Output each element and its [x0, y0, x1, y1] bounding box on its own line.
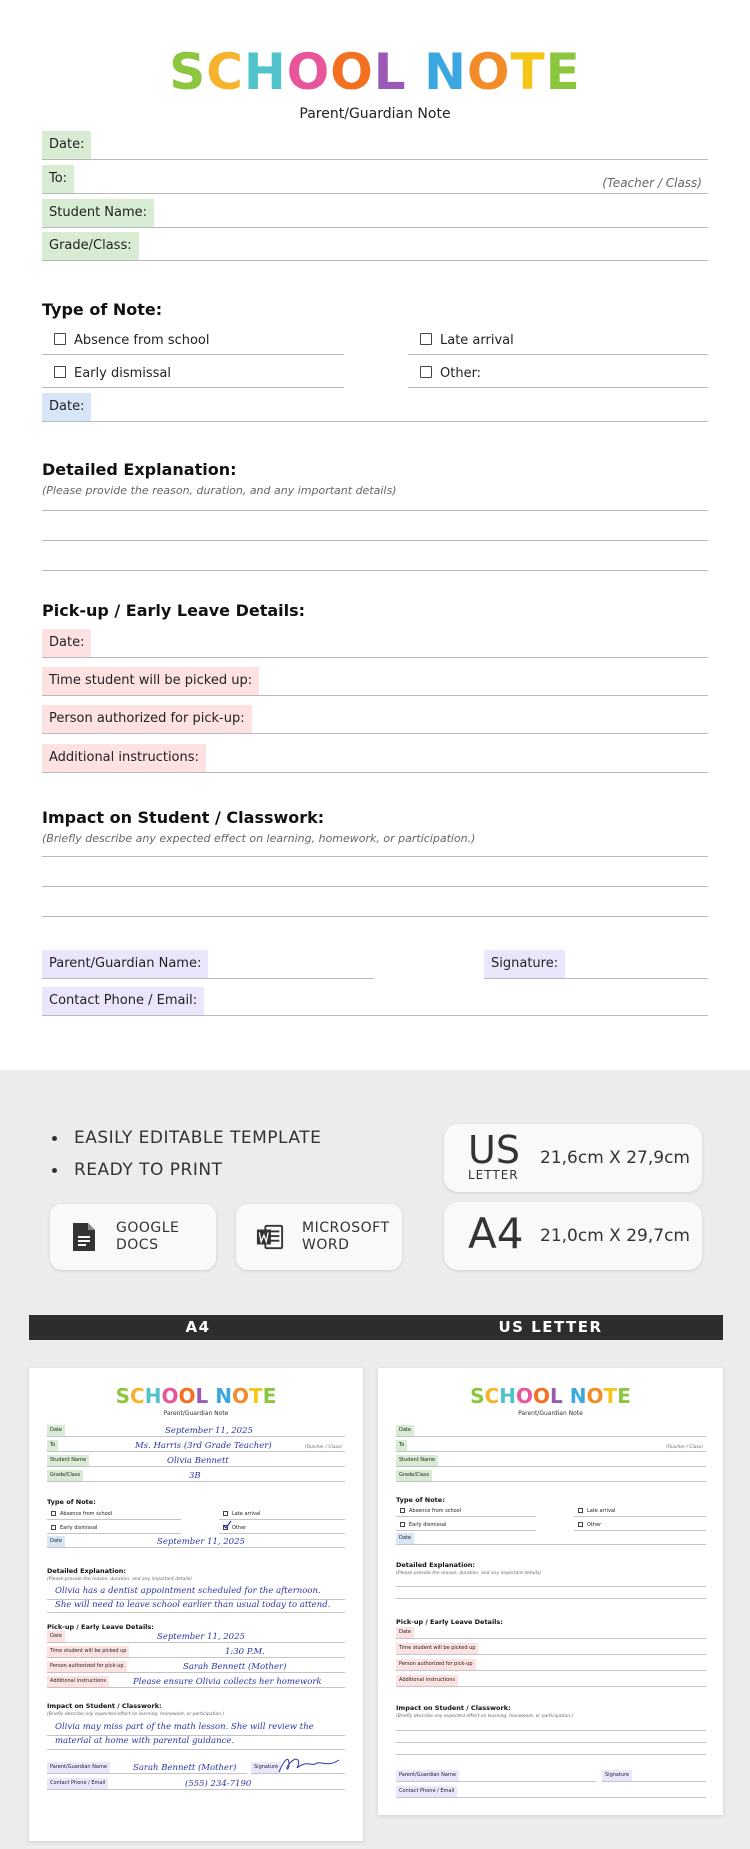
checkbox-early[interactable] — [54, 366, 66, 378]
mini-student-row — [47, 1456, 345, 1467]
filled-grade: 3B — [189, 1471, 201, 1481]
logo-letter: C — [206, 43, 244, 101]
contact-label: Contact Phone / Email: — [42, 987, 204, 1015]
mini-contact-row — [396, 1787, 706, 1798]
size-us-big: US — [468, 1128, 520, 1172]
filled-contact: (555) 234-7190 — [185, 1779, 252, 1789]
impact-line[interactable] — [42, 886, 708, 887]
mini-impact-hint: (Briefly describe any expected effect on learning, homework, or participation.) — [396, 1714, 574, 1719]
mini-pickup-time-row — [396, 1644, 706, 1655]
filled-parent: Sarah Bennett (Mother) — [133, 1763, 237, 1773]
logo-letter: O — [161, 1384, 179, 1408]
microsoft-word-card[interactable] — [236, 1204, 402, 1270]
mini-explanation-hint: (Please provide the reason, duration, and any important details) — [396, 1571, 542, 1576]
mini-explanation-hint: (Please provide the reason, duration, and any important details) — [47, 1577, 193, 1582]
mini-pickup-time-row — [47, 1647, 345, 1658]
mini-type-heading: Type of Note: — [396, 1496, 445, 1504]
mini-signature-label: Signature — [251, 1762, 281, 1773]
pickup-person-label: Person authorized for pick-up: — [42, 705, 252, 733]
mini-pickup-time-label: Time student will be picked up — [47, 1646, 129, 1657]
type-of-note-heading: Type of Note: — [42, 300, 163, 319]
mini-line — [396, 1598, 706, 1599]
mini-contact-row — [47, 1779, 345, 1790]
us-letter-blank-preview — [378, 1368, 723, 1815]
option-absence[interactable] — [42, 327, 344, 355]
form-subtitle: Parent/Guardian Note — [299, 106, 451, 122]
mini-pickup-time-label: Time student will be picked up — [396, 1643, 478, 1654]
mini-option-early — [47, 1523, 181, 1534]
mini-type-date-row — [396, 1534, 706, 1545]
mini-option-absence — [396, 1506, 536, 1517]
format-bar — [29, 1315, 723, 1340]
mini-to-label: To — [47, 1440, 58, 1451]
mini-option-late — [219, 1509, 345, 1520]
logo-letter: O — [533, 1384, 551, 1408]
google-docs-card[interactable] — [50, 1204, 216, 1270]
filled-explanation: She will need to leave school earlier than usual today to attend. — [55, 1600, 331, 1610]
mini-explanation-heading: Detailed Explanation: — [47, 1567, 127, 1575]
mini-option-other — [574, 1520, 706, 1531]
filled-instructions: Please ensure Olivia collects her homework — [133, 1677, 322, 1687]
logo-letter: L — [195, 1384, 209, 1408]
mini-parent-row — [396, 1771, 596, 1782]
size-card-a4 — [444, 1202, 702, 1270]
pickup-instructions-label: Additional instructions: — [42, 744, 206, 772]
mini-early-label: Early dismissal — [409, 1522, 447, 1528]
pickup-person-row[interactable] — [42, 706, 708, 734]
mini-to-row — [396, 1441, 706, 1452]
type-date-row[interactable] — [42, 394, 708, 422]
mini-student-label: Student Name — [396, 1455, 438, 1466]
google-docs-icon — [70, 1222, 98, 1252]
mini-type-date-row — [47, 1537, 345, 1548]
pickup-time-row[interactable] — [42, 668, 708, 696]
format-bar-us-letter: US LETTER — [498, 1318, 603, 1336]
mini-pickup-person-label: Person authorized for pick-up — [396, 1659, 476, 1670]
logo-letter: O — [232, 1384, 250, 1408]
mini-line — [396, 1586, 706, 1587]
mini-parent-label: Parent/Guardian Name — [396, 1770, 459, 1781]
filled-impact: material at home with parental guidance. — [55, 1736, 235, 1746]
mini-pickup-person-label: Person authorized for pick-up — [47, 1661, 127, 1672]
checkmark-icon — [222, 1520, 232, 1530]
logo-letter: N — [569, 1384, 587, 1408]
feature-list — [50, 1122, 321, 1186]
mini-date-label: Date — [47, 1425, 65, 1436]
mini-type-heading: Type of Note: — [47, 1498, 96, 1506]
size-a4-dims: 21,0cm X 29,7cm — [540, 1226, 690, 1246]
microsoft-word-icon — [256, 1222, 284, 1252]
mini-grade-row — [396, 1471, 706, 1482]
mini-absence-label: Absence from school — [60, 1511, 113, 1517]
logo-letter: E — [545, 43, 581, 101]
mini-grade-row — [47, 1471, 345, 1482]
mini-logo — [378, 1384, 723, 1408]
mini-type-date-label: Date — [47, 1536, 65, 1547]
logo-letter: O — [586, 1384, 604, 1408]
mini-grade-label: Grade/Class — [47, 1470, 83, 1481]
late-label: Late arrival — [440, 333, 514, 348]
mini-option-late — [574, 1506, 706, 1517]
signature-row[interactable] — [484, 951, 708, 979]
a4-filled-preview — [29, 1368, 363, 1841]
mini-to-hint: (Teacher / Class) — [665, 1445, 703, 1450]
feature-item: EASILY EDITABLE TEMPLATE — [50, 1122, 321, 1154]
pickup-date-label: Date: — [42, 629, 91, 657]
to-hint: (Teacher / Class) — [602, 176, 702, 190]
to-label: To: — [42, 165, 74, 193]
filled-student: Olivia Bennett — [167, 1456, 229, 1466]
feature-item: READY TO PRINT — [50, 1154, 321, 1186]
mini-early-label: Early dismissal — [60, 1525, 98, 1531]
google-docs-label: GOOGLE DOCS — [116, 1220, 180, 1253]
filled-pickup-date: September 11, 2025 — [157, 1632, 245, 1642]
pickup-instructions-row[interactable] — [42, 745, 708, 773]
filled-impact: Olivia may miss part of the math lesson. She will review the — [55, 1722, 314, 1732]
mini-other-label: Other — [232, 1525, 247, 1531]
logo-letter: O — [330, 43, 374, 101]
impact-line[interactable] — [42, 856, 708, 857]
date-label: Date: — [42, 131, 91, 159]
pickup-date-row[interactable] — [42, 630, 708, 658]
mini-to-hint: (Teacher / Class) — [304, 1445, 342, 1450]
mini-absence-label: Absence from school — [409, 1508, 462, 1514]
logo-letter: T — [510, 43, 546, 101]
checkbox-other[interactable] — [420, 366, 432, 378]
mini-other-label: Other — [587, 1522, 602, 1528]
impact-hint: (Briefly describe any expected effect on learning, homework, or participation.) — [42, 832, 476, 845]
signature-label: Signature: — [484, 950, 565, 978]
mini-pickup-date-label: Date — [47, 1631, 65, 1642]
mini-impact-hint: (Briefly describe any expected effect on learning, homework, or participation.) — [47, 1712, 225, 1717]
logo-letter: S — [470, 1384, 485, 1408]
mini-contact-label: Contact Phone / Email — [47, 1778, 108, 1789]
filled-pickup-person: Sarah Bennett (Mother) — [183, 1662, 287, 1672]
mini-instructions-label: Additional instructions — [47, 1676, 109, 1687]
mini-subtitle: Parent/Guardian Note — [518, 1410, 583, 1417]
size-a4-big: A4 — [468, 1209, 524, 1258]
mini-instructions-label: Additional instructions — [396, 1675, 458, 1686]
logo-letter: E — [617, 1384, 631, 1408]
mini-signature-label: Signature — [602, 1770, 632, 1781]
mini-signature-row — [251, 1763, 345, 1774]
checkbox-absence[interactable] — [54, 333, 66, 345]
mini-grade-label: Grade/Class — [396, 1470, 432, 1481]
logo-letter: E — [262, 1384, 277, 1408]
mini-pickup-date-row — [396, 1628, 706, 1639]
promo-section — [0, 1070, 750, 1849]
mini-instructions-row — [396, 1676, 706, 1687]
logo-letter: T — [249, 1384, 263, 1408]
pickup-time-label: Time student will be picked up: — [42, 667, 259, 695]
mini-student-row — [396, 1456, 706, 1467]
form-logo — [0, 44, 750, 100]
mini-line — [396, 1730, 706, 1731]
explanation-line[interactable] — [42, 540, 708, 541]
filled-to: Ms. Harris (3rd Grade Teacher) — [135, 1441, 272, 1451]
filled-explanation: Olivia has a dentist appointment scheduled for the afternoon. — [55, 1586, 321, 1596]
mini-date-label: Date — [396, 1425, 414, 1436]
contact-row[interactable] — [42, 988, 708, 1016]
filled-type-date: September 11, 2025 — [157, 1537, 245, 1547]
logo-letter: H — [144, 1384, 162, 1408]
logo-letter: O — [515, 1384, 533, 1408]
grade-row[interactable] — [42, 233, 708, 261]
logo-letter: L — [373, 43, 407, 101]
logo-letter: T — [603, 1384, 618, 1408]
logo-letter: O — [467, 43, 511, 101]
mini-pickup-date-row — [47, 1632, 345, 1643]
mini-line — [47, 1749, 345, 1750]
mini-parent-label: Parent/Guardian Name — [47, 1762, 110, 1773]
mini-signature-row — [602, 1771, 706, 1782]
mini-to-label: To — [396, 1440, 407, 1451]
type-date-label: Date: — [42, 393, 91, 421]
logo-letter: C — [130, 1384, 145, 1408]
explanation-line[interactable] — [42, 570, 708, 571]
mini-impact-heading: Impact on Student / Classwork: — [396, 1704, 511, 1712]
mini-instructions-row — [47, 1677, 345, 1688]
explanation-hint: (Please provide the reason, duration, and any important details) — [42, 484, 397, 497]
mini-line — [396, 1742, 706, 1743]
mini-contact-label: Contact Phone / Email — [396, 1786, 457, 1797]
parent-name-label: Parent/Guardian Name: — [42, 950, 208, 978]
size-us-small: LETTER — [468, 1168, 519, 1182]
mini-late-label: Late arrival — [232, 1511, 261, 1517]
impact-line[interactable] — [42, 916, 708, 917]
mini-parent-row — [47, 1763, 247, 1774]
mini-type-date-label: Date — [396, 1533, 414, 1544]
logo-letter: O — [286, 43, 331, 101]
mini-explanation-heading: Detailed Explanation: — [396, 1561, 476, 1569]
option-other[interactable] — [408, 360, 708, 388]
filled-pickup-time: 1:30 P.M. — [225, 1647, 265, 1657]
mini-pickup-date-label: Date — [396, 1627, 414, 1638]
size-us-dims: 21,6cm X 27,9cm — [540, 1148, 690, 1168]
mini-option-absence — [47, 1509, 181, 1520]
mini-pickup-heading: Pick-up / Early Leave Details: — [47, 1623, 154, 1631]
mini-late-label: Late arrival — [587, 1508, 616, 1514]
logo-letter: H — [499, 1384, 516, 1408]
to-row[interactable] — [42, 166, 708, 194]
logo-letter: N — [424, 43, 468, 101]
parent-name-row[interactable] — [42, 951, 342, 979]
logo-letter: S — [169, 43, 207, 101]
date-row[interactable] — [42, 132, 708, 160]
grade-label: Grade/Class: — [42, 232, 139, 260]
student-name-label: Student Name: — [42, 199, 154, 227]
option-early[interactable] — [42, 360, 344, 388]
mini-option-other — [219, 1523, 345, 1534]
mini-subtitle: Parent/Guardian Note — [163, 1410, 229, 1417]
mini-impact-heading: Impact on Student / Classwork: — [47, 1702, 162, 1710]
parent-name-row-end — [342, 951, 374, 979]
mini-logo — [29, 1384, 363, 1408]
filled-date: September 11, 2025 — [165, 1426, 253, 1436]
logo-letter: S — [115, 1384, 131, 1408]
absence-label: Absence from school — [74, 333, 210, 348]
early-label: Early dismissal — [74, 366, 171, 381]
explanation-line[interactable] — [42, 510, 708, 511]
logo-letter: O — [178, 1384, 196, 1408]
mini-pickup-person-row — [396, 1660, 706, 1671]
logo-letter: C — [484, 1384, 500, 1408]
mini-pickup-person-row — [47, 1662, 345, 1673]
other-label: Other: — [440, 366, 482, 381]
checkbox-late[interactable] — [420, 333, 432, 345]
microsoft-word-label: MICROSOFT WORD — [302, 1220, 390, 1253]
mini-pickup-heading: Pick-up / Early Leave Details: — [396, 1618, 503, 1626]
mini-date-row — [47, 1426, 345, 1437]
logo-letter: H — [243, 43, 287, 101]
logo-letter: L — [550, 1384, 563, 1408]
option-late[interactable] — [408, 327, 708, 355]
size-card-us-letter — [444, 1124, 702, 1192]
student-name-row[interactable] — [42, 200, 708, 228]
logo-letter: N — [215, 1384, 233, 1408]
handwritten-signature — [277, 1754, 341, 1776]
mini-date-row — [396, 1426, 706, 1437]
mini-to-row — [47, 1441, 345, 1452]
mini-option-early — [396, 1520, 536, 1531]
pickup-heading: Pick-up / Early Leave Details: — [42, 601, 306, 620]
mini-line — [47, 1612, 345, 1613]
mini-student-label: Student Name — [47, 1455, 89, 1466]
format-bar-a4: A4 — [185, 1318, 211, 1336]
explanation-heading: Detailed Explanation: — [42, 460, 237, 479]
mini-line — [396, 1754, 706, 1755]
impact-heading: Impact on Student / Classwork: — [42, 808, 325, 827]
